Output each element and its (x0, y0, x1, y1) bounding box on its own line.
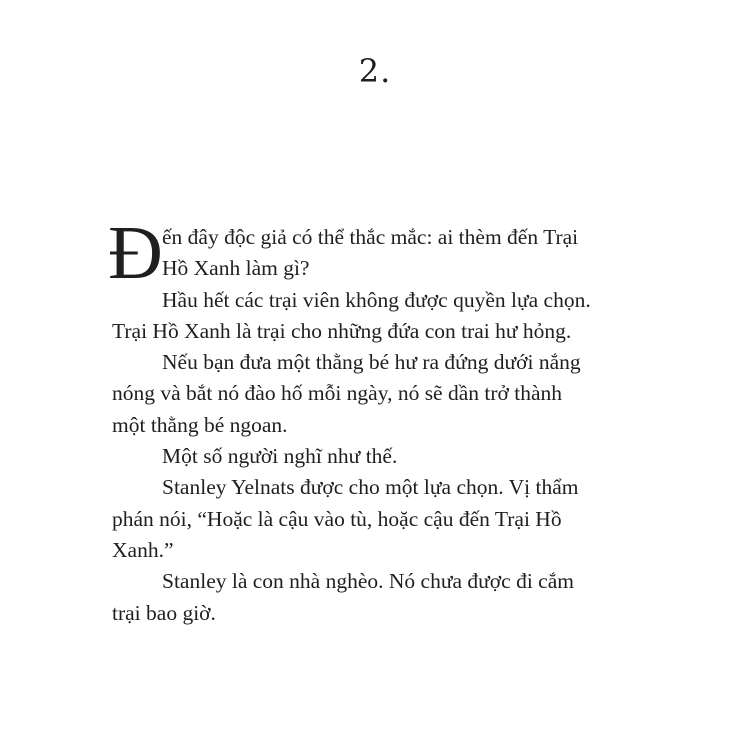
body-text (108, 211, 652, 629)
text-line: Hầu hết các trại viên không được quyền lựa chọn. (162, 287, 591, 312)
text-line: Hồ Xanh làm gì? (162, 256, 310, 281)
text-line: trại bao giờ. (112, 600, 216, 625)
text-line: ến đây độc giả có thể thắc mắc: ai thèm đến Trại (162, 225, 579, 249)
chapter-number: 2. (358, 52, 392, 90)
text-line: Nếu bạn đưa một thằng bé hư ra đứng dưới nắng (162, 350, 581, 375)
drop-cap: Đ (108, 211, 163, 295)
text-line: một thằng bé ngoan. (112, 412, 288, 437)
text-line: Xanh.” (112, 537, 174, 562)
text-line: nóng và bắt nó đào hố mỗi ngày, nó sẽ dần trở thành (112, 381, 563, 406)
text-line: Stanley Yelnats được cho một lựa chọn. Vị thẩm (162, 475, 579, 500)
text-line: phán nói, “Hoặc là cậu vào tù, hoặc cậu đến Trại Hồ (112, 506, 562, 531)
text-line: Stanley là con nhà nghèo. Nó chưa được đi cắm (162, 569, 574, 594)
text-line: Một số người nghĩ như thế. (162, 444, 398, 469)
text-line: Trại Hồ Xanh là trại cho những đứa con trai hư hỏng. (112, 318, 572, 343)
